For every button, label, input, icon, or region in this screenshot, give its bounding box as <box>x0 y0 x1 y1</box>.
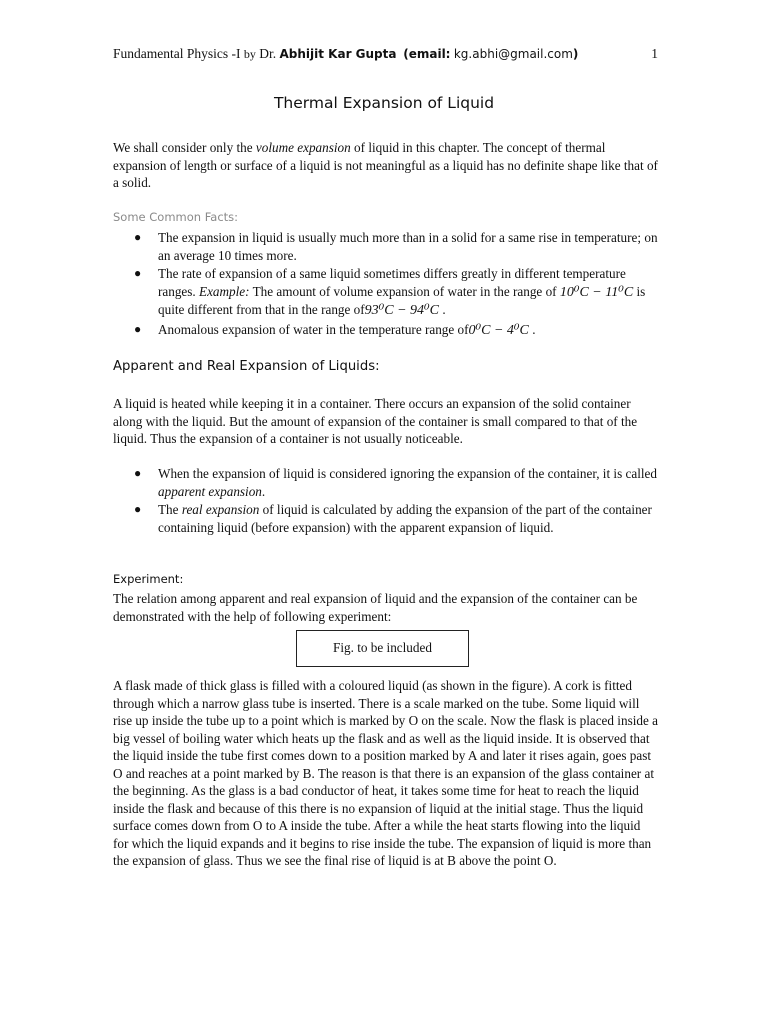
expansion-types-list <box>113 465 658 537</box>
temperature-range-2: 93⁰C − 94⁰C <box>364 303 440 318</box>
list-item: ● The expansion in liquid is usually much more than in a solid for a same rise in temperature; on an average 10 times more. <box>134 230 658 263</box>
experiment-intro: The relation among apparent and real expansion of liquid and the expansion of the container can be demonstrated with the help of following experiment: <box>113 591 638 624</box>
dr-text: Dr. <box>259 46 277 61</box>
experiment-paragraph: A flask made of thick glass is filled with a coloured liquid (as shown in the figure). A cork is fitted through which a narrow glass tube is inserted. There is a scale marked on the tube. Some liquid will rise up inside the tube up to a point which is marked by O on the scale. Now the flask is placed inside a big vessel of boiling water which heats up the flask and as well as the liquid inside. It is observed that the liquid inside the tube first comes down to a position marked by A and later it rises again, goes past O and reaches at a point marked by B. The reason is that there is an expansion of the glass container at the beginning. As the glass is a bad conductor of heat, it takes some time for heat to reach the liquid inside the flask and because of this there is no expansion of liquid at the initial stage. Thus the liquid surface comes down from O to A inside the tube. After a while the heat starts flowing into the liquid for which the liquid expands and it begins to rise inside the tube. The expansion of liquid is more than the expansion of glass. Thus we see the final rise of liquid is at B above the point O. <box>113 678 658 868</box>
intro-emphasis: volume expansion <box>255 140 351 155</box>
email-label: (email: <box>403 47 451 61</box>
section-heading-apparent-real: Apparent and Real Expansion of Liquids: <box>113 359 380 374</box>
email-address: kg.abhi@gmail.com <box>453 47 573 61</box>
running-header <box>113 44 658 64</box>
experiment-heading: Experiment: <box>113 572 184 586</box>
list-item: ● The real expansion of liquid is calculated by adding the expansion of the part of the container containing liquid (before expansion) with the apparent expansion of liquid. <box>134 502 652 535</box>
intro-paragraph: We shall consider only the volume expansion of liquid in this chapter. The concept of thermal expansion of length or surface of a liquid is not meaningful as a liquid has no definite shape like that of a solid. <box>113 140 658 190</box>
facts-list <box>113 229 658 340</box>
by-text: by <box>243 47 256 61</box>
temperature-range-3: 0⁰C − 4⁰C <box>468 322 529 338</box>
page-title: Thermal Expansion of Liquid <box>273 94 495 112</box>
temperature-range-1: 10⁰C − 11⁰C <box>559 284 634 300</box>
page-number: 1 <box>651 46 658 61</box>
facts-heading: Some Common Facts: <box>113 210 239 224</box>
course-title: Fundamental Physics -I <box>113 46 241 61</box>
author-name: Abhijit Kar Gupta <box>279 47 397 61</box>
email-close: ) <box>572 47 579 61</box>
list-item: ● When the expansion of liquid is considered ignoring the expansion of the container, it is called apparent expansion. <box>134 466 657 499</box>
figure-placeholder-box: Fig. to be included <box>296 630 469 667</box>
list-item: ● Anomalous expansion of water in the temperature range of0⁰C − 4⁰C . <box>134 321 536 338</box>
section2-paragraph: A liquid is heated while keeping it in a container. There occurs an expansion of the solid container along with the liquid. But the amount of expansion of the container is small compared to that of the liquid. Thus the expansion of a container is not usually noticeable. <box>113 396 638 446</box>
list-item: ● The rate of expansion of a same liquid sometimes differs greatly in different temperature ranges. Example: The amount of volume expansion of water in the range of 10⁰C − 11⁰C is quite different from that in the range of93⁰C − 94⁰C . <box>134 266 646 318</box>
